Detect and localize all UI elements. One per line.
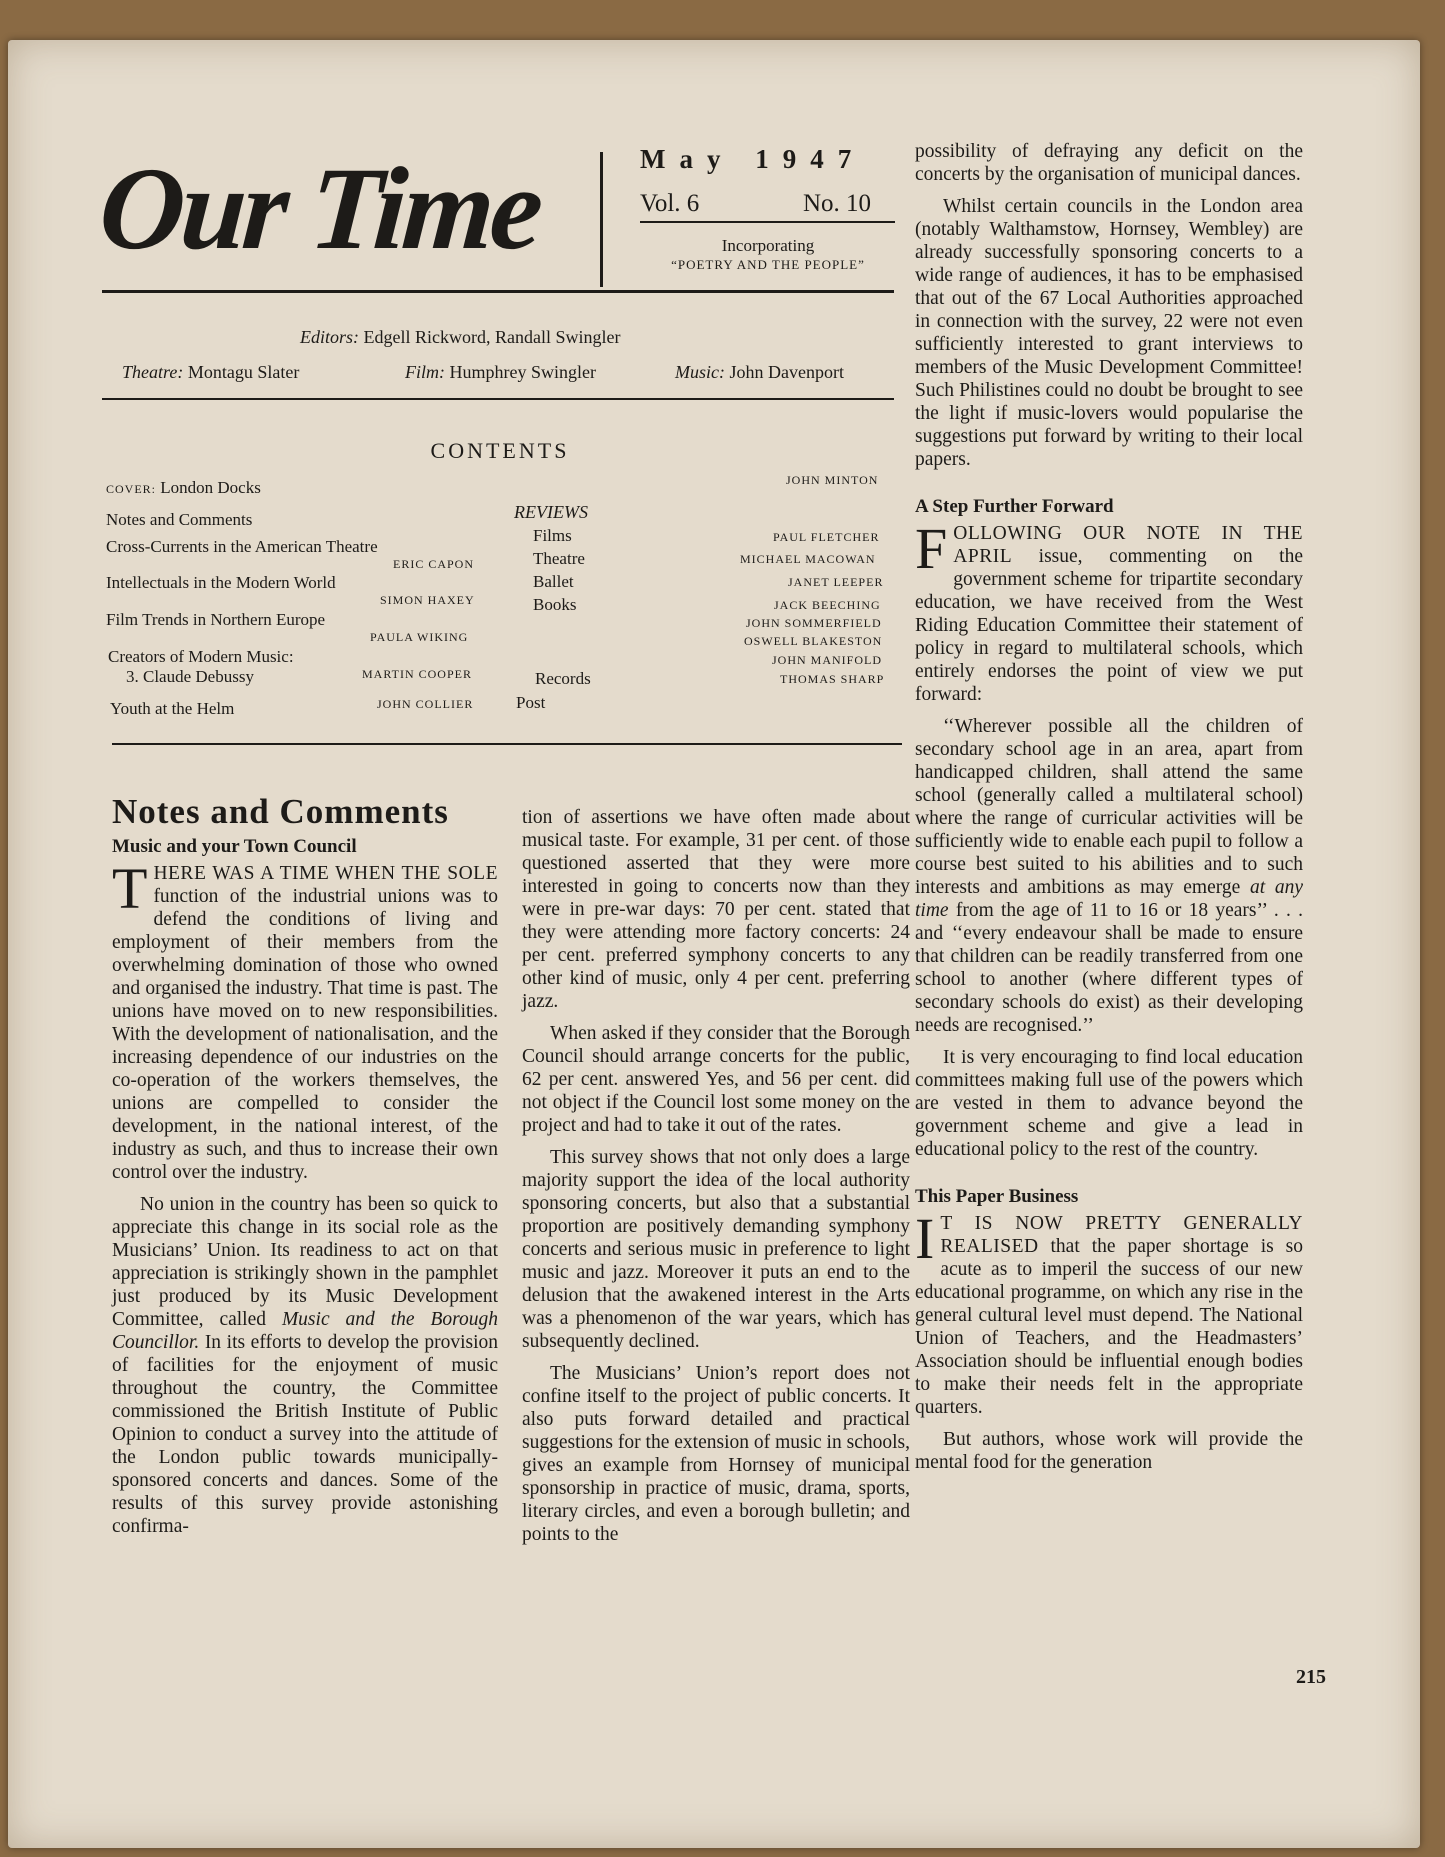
issue-date: May 1947	[640, 144, 866, 174]
paragraph-text: ‘‘Wherever possible all the children of secondary school age in an area, apart from handicapped children, shall attend the same school (generally called a multilateral school) where the range of curricular activities will be sufficiently wide to enable each pupil to follow a course best suited to his abilities and to such interests and ambitions as may emerge	[915, 716, 1303, 898]
toc-item-title[interactable]: Film Trends in Northern Europe	[106, 610, 326, 629]
toc-item-title[interactable]: Cross-Currents in the American Theatre	[106, 537, 378, 556]
review-author: JOHN MANIFOLD	[772, 653, 883, 667]
section-heading-paper-business: This Paper Business	[915, 1186, 1079, 1207]
toc-item-title[interactable]: Intellectuals in the Modern World	[106, 573, 336, 592]
toc-cover-label: COVER:	[106, 482, 157, 496]
paragraph-text: issue, commenting on the government scheme for tripartite secondary education, we have received from the West Riding Education Committee their statement of policy in regard to multilateral schools, which entirely endorses the point of view we put forward:	[915, 546, 1303, 705]
paragraph: But authors, whose work will provide the mental food for the generation	[915, 1429, 1303, 1473]
paragraph: Whilst certain councils in the London area (notably Walthamstow, Hornsey, Wembley) are already successfully sponsoring concerts to a wide range of audiences, it has to be emphasised that out of the 67 Local Authorities approached in connection with the survey, 22 were not even sufficiently interested to grant interviews to members of the Music Development Committee! Such Philistines could no doubt be brought to see the light if music-lovers would popularise the suggestions put forward by writing to their local papers.	[915, 196, 1303, 470]
reviews-heading: REVIEWS	[514, 502, 588, 522]
editors-label: Editors:	[300, 327, 360, 347]
paragraph-text: from the age of 11 to 16 or 18 years’’ . . . and ‘‘every endeavour shall be made to ensure that children can be readily transferred from one school to another (where different types of secondary schools do exist) as their developing needs are recognised.’’	[915, 900, 1303, 1036]
toc-item-title[interactable]: Notes and Comments	[106, 510, 253, 529]
review-section[interactable]: Books	[533, 595, 577, 614]
theatre-editor	[122, 362, 299, 383]
toc-item-title[interactable]: Youth at the Helm	[110, 699, 235, 718]
paragraph	[112, 856, 498, 1184]
drop-cap: F	[915, 516, 948, 581]
paragraph	[915, 516, 1303, 706]
paragraph	[915, 715, 1303, 1037]
drop-cap: I	[915, 1206, 935, 1271]
issue-volume: Vol. 6	[640, 190, 700, 217]
editors-line	[300, 327, 620, 348]
film-label: Film:	[405, 362, 445, 382]
date-rule	[640, 221, 895, 223]
toc-item-subtitle[interactable]: 3. Claude Debussy	[126, 667, 254, 686]
paragraph-text: No union in the country has been so quick to appreciate this change in its social role as the Musicians’ Union. Its readiness to act on that appreciation is strikingly shown in the pamphlet just produced by its Music Development Committee, called	[112, 1194, 498, 1330]
article-column-1	[112, 792, 498, 1547]
theatre-name: Montagu Slater	[187, 362, 300, 382]
review-section[interactable]: Theatre	[533, 549, 585, 568]
paragraph-text: function of the industrial unions was to defend the conditions of living and employment of their members from the overwhelming domination of those who owned and organised the industry. That time is past. The unions have moved on to new responsibilities. With the development of nationalisation, and the increasing dependence of our industries on the co-operation of the workers themselves, the unions are compelled to consider the development, in the national interest, of the industry as such, and thus to increase their own control over the industry.	[112, 886, 498, 1183]
toc-item-author: PAULA WIKING	[370, 630, 469, 644]
review-author: OSWELL BLAKESTON	[744, 634, 883, 648]
paragraph: The Musicians’ Union’s report does not confine itself to the project of public concerts. It also puts forward detailed and practical suggestions for the extension of music in schools, gives an example from Hornsey of municipal sponsorship in practice of music, drama, sports, literary circles, and even a borough bulletin; and points to the	[522, 1363, 910, 1545]
paragraph-text: that the paper shortage is so acute as to imperil the success of our new educational programme, on which any rise in the general cultural level must depend. The National Union of Teachers, and the Headmasters’ Association should be influential enough bodies to make their needs felt in the appropriate quarters.	[915, 1236, 1303, 1418]
review-author: JOHN SOMMERFIELD	[746, 616, 882, 630]
paragraph: possibility of defraying any deficit on the concerts by the organisation of municipal dances.	[915, 141, 1303, 185]
review-author: MICHAEL MACOWAN	[740, 552, 876, 566]
editors-names: Edgell Rickword, Randall Swingler	[363, 327, 621, 347]
section-heading-step-forward: A Step Further Forward	[915, 496, 1114, 517]
music-name: John Davenport	[729, 362, 844, 382]
toc-cover	[106, 478, 261, 498]
film-editor	[405, 362, 596, 383]
review-author: JANET LEEPER	[788, 575, 884, 589]
masthead-divider	[600, 152, 603, 287]
review-section[interactable]: Records	[535, 669, 591, 688]
paragraph: It is very encouraging to find local education committees making full use of the powers which are vested in them to advance beyond the government scheme and give a lead in educational policy to the rest of the country.	[915, 1047, 1303, 1160]
toc-item-author: JOHN COLLIER	[377, 697, 474, 711]
section-heading-music: Music and your Town Council	[112, 836, 357, 857]
paragraph: When asked if they consider that the Borough Council should arrange concerts for the public, 62 per cent. answered Yes, and 56 per cent. did not object if the Council lost some money on the project and had to take it out of the rates.	[522, 1023, 910, 1136]
film-name: Humphrey Swingler	[449, 362, 596, 382]
article-column-2	[522, 806, 910, 1555]
toc-item-title[interactable]: Creators of Modern Music:	[108, 647, 294, 666]
toc-item-author: MARTIN COOPER	[362, 667, 472, 681]
theatre-label: Theatre:	[122, 362, 184, 382]
music-label: Music:	[675, 362, 725, 382]
music-editor	[675, 362, 844, 383]
paragraph: This survey shows that not only does a large majority support the idea of the local authority sponsoring concerts, but also that a substantial proportion are positively demanding symphony concerts and serious music in preference to light music and jazz. Moreover it puts an end to the delusion that the awakened interest in the Arts was a phenomenon of the war years, which has subsequently declined.	[522, 1147, 910, 1352]
article-heading: Notes and Comments	[112, 792, 449, 831]
emphasis: at any time	[915, 877, 1303, 921]
masthead-title: Our Time	[95, 143, 544, 274]
paragraph	[112, 1193, 498, 1538]
paragraph: tion of assertions we have often made about musical taste. For example, 31 per cent. of those questioned asserted that they were more interested in going to concerts now than they were in pre-war days: 70 per cent. stated that they were attending more factory concerts: 24 per cent. preferred symphony concerts to any other kind of music, only 4 per cent. preferring jazz.	[522, 807, 910, 1012]
paragraph-text: In its efforts to develop the provision of facilities for the enjoyment of music throughout the country, the Committee commissioned the British Institute of Public Opinion to conduct a survey into the attitude of the London public towards municipally-sponsored concerts and dances. Some of the results of this survey provide astonishing confirma-	[112, 1332, 498, 1537]
review-section[interactable]: Post	[516, 693, 546, 712]
article-column-3	[915, 140, 1303, 1483]
page-number: 215	[1296, 1666, 1326, 1688]
contents-rule	[112, 743, 902, 745]
toc-item-author: SIMON HAXEY	[380, 593, 475, 607]
staff-rule	[102, 398, 894, 400]
paragraph	[915, 1206, 1303, 1419]
toc-cover-title: London Docks	[160, 478, 261, 497]
toc-cover-author: JOHN MINTON	[786, 473, 879, 487]
issue-number: No. 10	[803, 190, 872, 217]
lead-in-caps: T IS NOW PRETTY GENERALLY REALISED	[940, 1213, 1303, 1257]
lead-in-caps: OLLOWING OUR NOTE IN THE APRIL	[953, 523, 1303, 567]
toc-item-author: ERIC CAPON	[393, 557, 475, 571]
incorporating-title: “POETRY AND THE PEOPLE”	[671, 257, 865, 272]
lead-in-caps: HERE WAS A TIME WHEN THE SOLE	[153, 863, 498, 884]
pamphlet-title: Music and the Borough Councillor.	[112, 1309, 498, 1353]
review-section[interactable]: Films	[533, 526, 572, 545]
review-author: PAUL FLETCHER	[773, 530, 880, 544]
review-author: JACK BEECHING	[774, 598, 881, 612]
masthead-rule	[102, 290, 894, 293]
review-author: THOMAS SHARP	[780, 672, 885, 686]
drop-cap: T	[112, 856, 148, 921]
incorporating-label: Incorporating	[721, 236, 815, 255]
review-section[interactable]: Ballet	[533, 572, 574, 591]
contents-heading: CONTENTS	[430, 438, 570, 463]
